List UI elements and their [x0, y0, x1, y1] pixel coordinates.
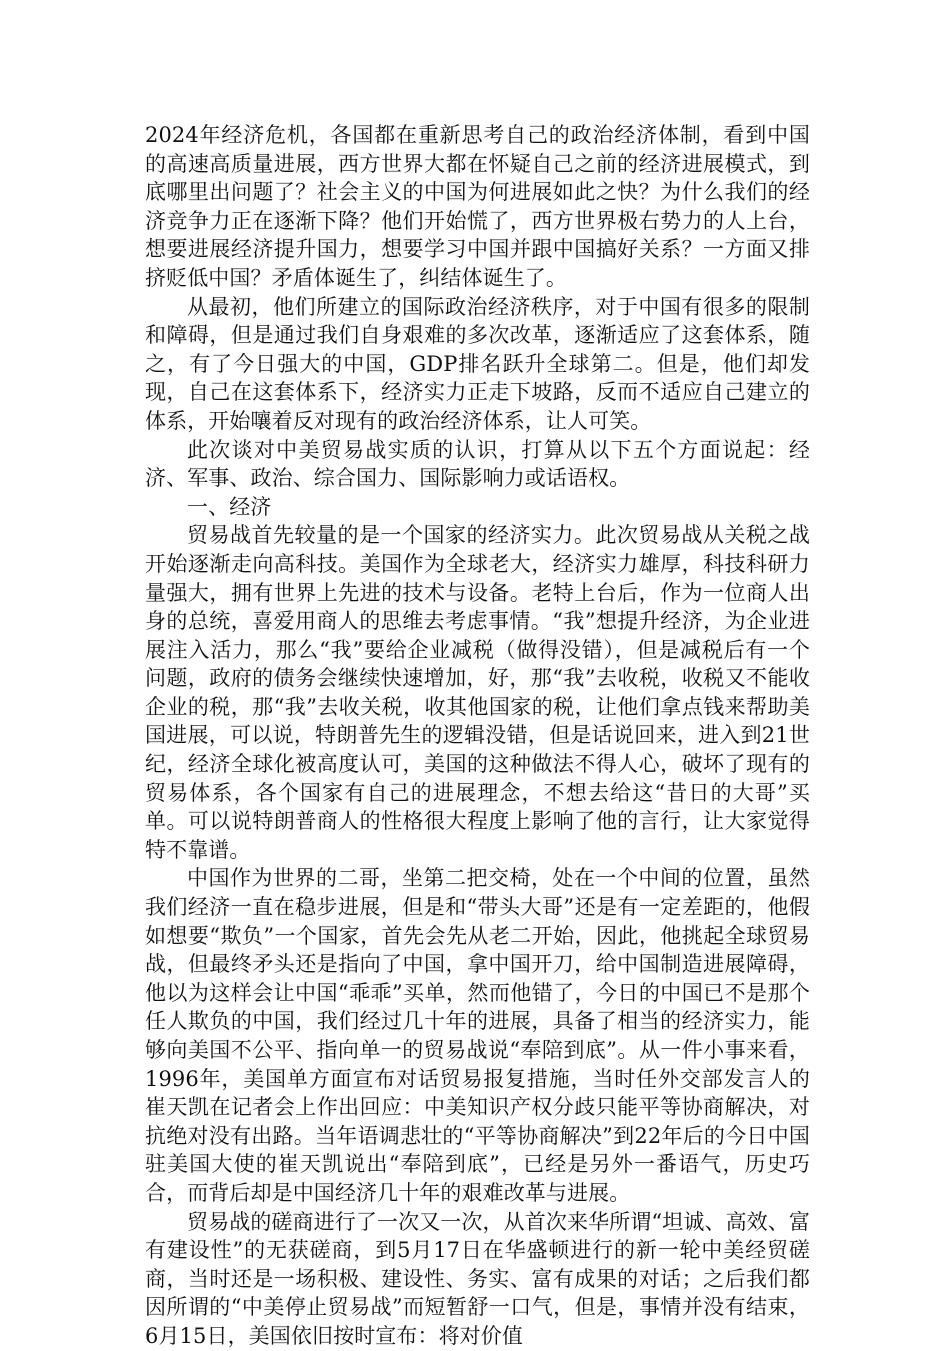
- paragraph-negotiations: 贸易战的磋商进行了一次又一次，从首次来华所谓“坦诚、高效、富有建设性”的无获磋商，到5月17日在华盛顿进行的新一轮中美经贸磋商，当时还是一场积极、建设性、务实、富有成果的对话；之后我们都因所谓的“中美停止贸易战”而短暂舒一口气，但是，事情并没有结束，6月15日，美国依旧按时宣布：将对价值: [145, 1209, 810, 1348]
- paragraph-order-history: 从最初，他们所建立的国际政治经济秩序，对于中国有很多的限制和障碍，但是通过我们自身艰难的多次改革，逐渐适应了这套体系，随之，有了今日强大的中国，GDP排名跃升全球第二。但是，他们却发现，自己在这套体系下，经济实力正走下坡路，反而不适应自己建立的体系，开始嚷着反对现有的政治经济体系，让人可笑。: [145, 294, 810, 433]
- paragraph-economy-usa: 贸易战首先较量的是一个国家的经济实力。此次贸易战从关税之战开始逐渐走向高科技。美国作为全球老大，经济实力雄厚，科技科研力量强大，拥有世界上先进的技术与设备。老特上台后，作为一位商人出身的总统，喜爱用商人的思维去考虑事情。“我”想提升经济，为企业进展注入活力，那么“我”要给企业减税（做得没错），但是减税后有一个问题，政府的债务会继续快速增加，好，那“我”去收税，收税又不能收企业的税，那“我”去收关税，收其他国家的税，让他们拿点钱来帮助美国进展，可以说，特朗普先生的逻辑没错，但是话说回来，进入到21世纪，经济全球化被高度认可，美国的这种做法不得人心，破坏了现有的贸易体系，各个国家有自己的进展理念，不想去给这“昔日的大哥”买单。可以说特朗普商人的性格很大程度上影响了他的言行，让大家觉得特不靠谱。: [145, 523, 810, 862]
- section-heading-economy: 一、经济: [187, 494, 272, 519]
- paragraph-economy-china: 中国作为世界的二哥，坐第二把交椅，处在一个中间的位置，虽然我们经济一直在稳步进展，但是和“带头大哥”还是有一定差距的，他假如想要“欺负”一个国家，首先会先从老二开始，因此，他挑起全球贸易战，但最终矛头还是指向了中国，拿中国开刀，给中国制造进展障碍，他以为这样会让中国“乖乖”买单，然而他错了，今日的中国已不是那个任人欺负的中国，我们经过几十年的进展，具备了相当的经济实力，能够向美国不公平、指向单一的贸易战说“奉陪到底”。从一件小事来看，1996年，美国单方面宣布对话贸易报复措施，当时任外交部发言人的崔天凯在记者会上作出回应：中美知识产权分歧只能平等协商解决，对抗绝对没有出路。当年语调悲壮的“平等协商解决”到22年后的今日中国驻美国大使的崔天凯说出“奉陪到底”，已经是另外一番语气，历史巧合，而背后却是中国经济几十年的艰难改革与进展。: [145, 866, 810, 1205]
- document-body: [145, 121, 810, 1351]
- paragraph-outline: 此次谈对中美贸易战实质的认识，打算从以下五个方面说起：经济、军事、政治、综合国力、国际影响力或话语权。: [145, 437, 810, 491]
- paragraph-intro: 2024年经济危机，各国都在重新思考自己的政治经济体制，看到中国的高速高质量进展，西方世界大都在怀疑自己之前的经济进展模式，到底哪里出问题了？社会主义的中国为何进展如此之快？为什么我们的经济竞争力正在逐渐下降？他们开始慌了，西方世界极右势力的人上台，想要进展经济提升国力，想要学习中国并跟中国搞好关系？一方面又排挤贬低中国？矛盾体诞生了，纠结体诞生了。: [145, 123, 810, 290]
